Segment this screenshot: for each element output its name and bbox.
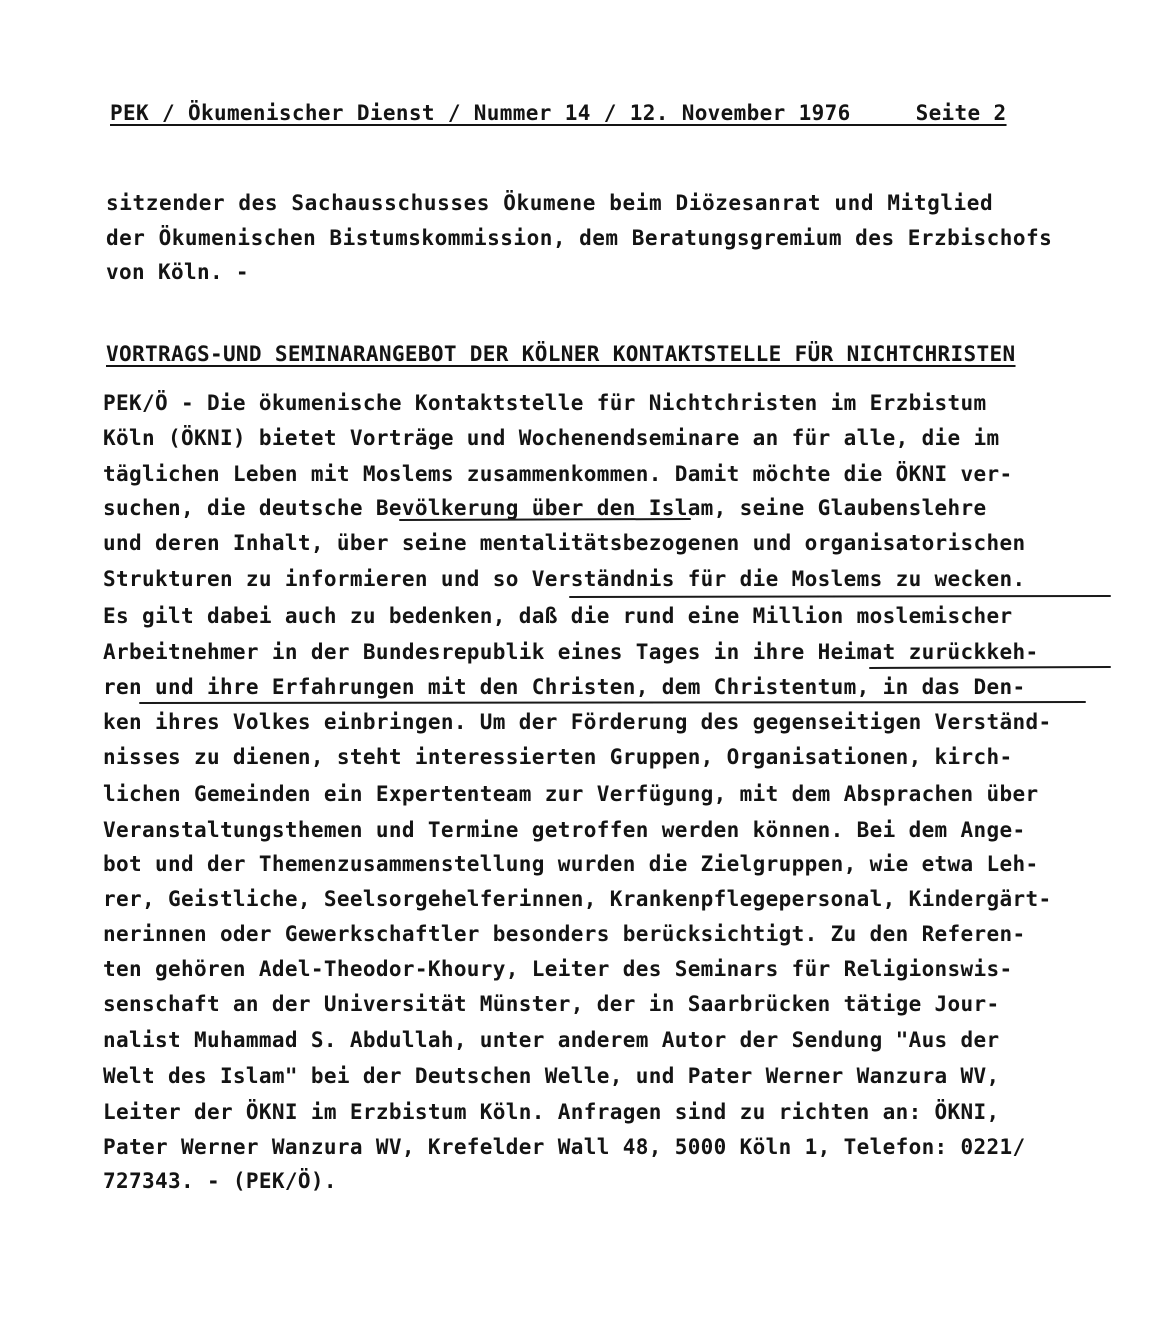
body-line: nerinnen oder Gewerkschaftler besonders berücksichtigt. Zu den Referen- [103,922,1026,946]
body-line: 727343. - (PEK/Ö). [103,1169,337,1193]
body-line: täglichen Leben mit Moslems zusammenkommen. Damit möchte die ÖKNI ver- [103,462,1013,486]
body-line: Leiter der ÖKNI im Erzbistum Köln. Anfragen sind zu richten an: ÖKNI, [103,1100,1000,1124]
underline-mark [870,667,1110,668]
body-line: ten gehören Adel-Theodor-Khoury, Leiter des Seminars für Religionswis- [103,957,1013,981]
body-line: lichen Gemeinden ein Expertenteam zur Verfügung, mit dem Absprachen über [103,782,1039,806]
underline-mark [570,596,1110,597]
body-line: suchen, die deutsche Bevölkerung über den Islam, seine Glaubenslehre [103,496,987,520]
body-line: ken ihres Volkes einbringen. Um der Förderung des gegenseitigen Verständ- [103,710,1052,734]
body-line: Arbeitnehmer in der Bundesrepublik eines Tages in ihre Heimat zurückkeh- [103,640,1039,664]
intro-line: sitzender des Sachausschusses Ökumene beim Diözesanrat und Mitglied [106,191,994,215]
body-line: nalist Muhammad S. Abdullah, unter anderem Autor der Sendung "Aus der [103,1028,1000,1052]
body-line: bot und der Themenzusammenstellung wurden die Zielgruppen, wie etwa Leh- [103,852,1039,876]
body-line: ren und ihre Erfahrungen mit den Christen, dem Christentum, in das Den- [103,675,1026,699]
underline-mark [140,702,1085,703]
body-line: Es gilt dabei auch zu bedenken, daß die rund eine Million moslemischer [103,604,1013,628]
body-line: Welt des Islam" bei der Deutschen Welle, und Pater Werner Wanzura WV, [103,1064,1000,1088]
body-line: und deren Inhalt, über seine mentalitätsbezogenen und organisatorischen [103,531,1026,555]
page-header: PEK / Ökumenischer Dienst / Nummer 14 / 12. November 1976 Seite 2 [110,101,1007,125]
body-line: nisses zu dienen, steht interessierten Gruppen, Organisationen, kirch- [103,745,1013,769]
body-line: Köln (ÖKNI) bietet Vorträge und Wochenendseminare an für alle, die im [103,426,1000,450]
intro-line: der Ökumenischen Bistumskommission, dem Beratungsgremium des Erzbischofs [106,226,1053,250]
body-line: PEK/Ö - Die ökumenische Kontaktstelle für Nichtchristen im Erzbistum [103,391,987,415]
body-line: rer, Geistliche, Seelsorgehelferinnen, Krankenpflegepersonal, Kindergärt- [103,887,1052,911]
body-line: Veranstaltungsthemen und Termine getroffen werden können. Bei dem Ange- [103,818,1026,842]
section-heading: VORTRAGS-UND SEMINARANGEBOT DER KÖLNER KONTAKTSTELLE FÜR NICHTCHRISTEN [106,342,1016,366]
body-line: Pater Werner Wanzura WV, Krefelder Wall 48, 5000 Köln 1, Telefon: 0221/ [103,1135,1026,1159]
intro-line: von Köln. - [106,260,249,284]
body-line: senschaft an der Universität Münster, der in Saarbrücken tätige Jour- [103,992,1000,1016]
body-line: Strukturen zu informieren und so Verständnis für die Moslems zu wecken. [103,567,1026,591]
